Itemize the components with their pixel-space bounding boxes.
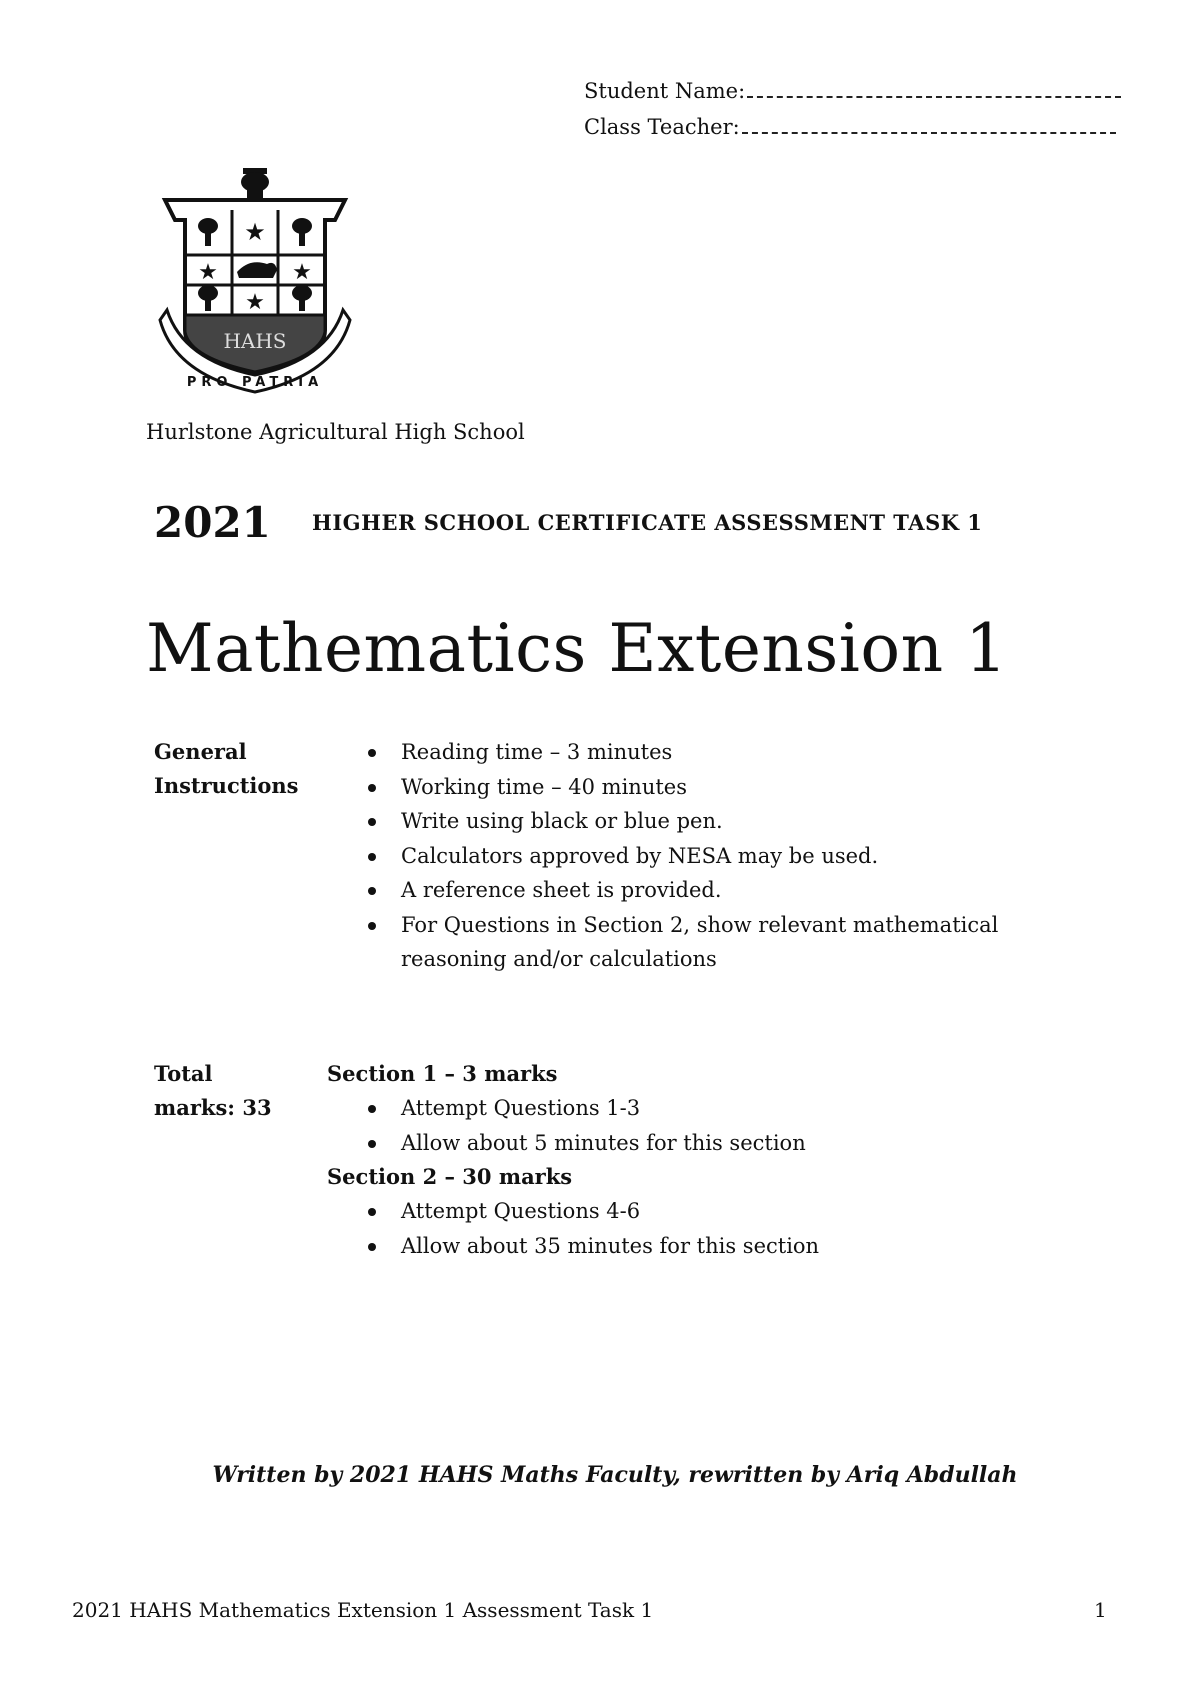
section-1-heading: Section 1 – 3 marks: [327, 1061, 558, 1086]
class-teacher-label: Class Teacher:: [584, 115, 740, 139]
section-2-list: [364, 1194, 819, 1263]
list-item: Allow about 35 minutes for this section: [364, 1229, 819, 1264]
list-item: Allow about 5 minutes for this section: [364, 1126, 806, 1161]
subject-title: Mathematics Extension 1: [146, 610, 1008, 687]
crest-motto: PRO PATRIA: [186, 375, 324, 390]
list-item: Working time – 40 minutes: [364, 770, 1024, 805]
class-teacher-blank[interactable]: [742, 114, 1116, 134]
list-item: Attempt Questions 4-6: [364, 1194, 819, 1229]
list-item: Calculators approved by NESA may be used.: [364, 839, 1024, 874]
svg-text:★: ★: [292, 260, 312, 285]
student-name-label: Student Name:: [584, 79, 746, 103]
list-item: Write using black or blue pen.: [364, 804, 1024, 839]
exam-year: 2021: [154, 498, 271, 547]
crest-monogram: HAHS: [223, 329, 287, 353]
section-1-list: [364, 1091, 806, 1160]
crest-helmet-icon: [241, 168, 269, 200]
class-teacher-row: [584, 114, 1116, 139]
section-2-heading: Section 2 – 30 marks: [327, 1164, 573, 1189]
list-item: For Questions in Section 2, show relevant mathematical reasoning and/or calculations: [364, 908, 1024, 977]
general-instructions-label: General Instructions: [154, 739, 299, 798]
svg-text:★: ★: [245, 290, 265, 315]
total-marks-label: Total marks: 33: [154, 1061, 272, 1120]
school-crest-logo: [155, 160, 355, 400]
svg-text:★: ★: [198, 260, 218, 285]
svg-text:★: ★: [244, 218, 266, 246]
author-credit: Written by 2021 HAHS Maths Faculty, rewritten by Ariq Abdullah: [212, 1462, 1018, 1488]
student-name-blank[interactable]: [747, 78, 1121, 98]
footer-title: 2021 HAHS Mathematics Extension 1 Assessment Task 1: [72, 1598, 654, 1622]
task-title: HIGHER SCHOOL CERTIFICATE ASSESSMENT TASK 1: [312, 510, 983, 535]
page-number: 1: [1094, 1598, 1107, 1622]
student-name-row: [584, 78, 1121, 103]
list-item: Attempt Questions 1-3: [364, 1091, 806, 1126]
list-item: Reading time – 3 minutes: [364, 735, 1024, 770]
general-instructions-list: [364, 735, 1024, 977]
list-item: A reference sheet is provided.: [364, 873, 1024, 908]
school-name: Hurlstone Agricultural High School: [146, 420, 525, 444]
